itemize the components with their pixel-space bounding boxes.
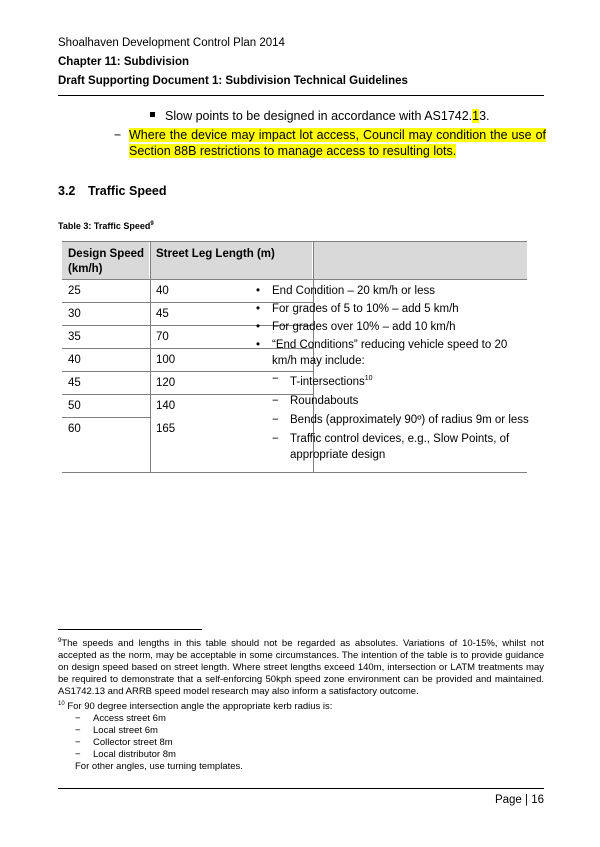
bullet-dot-icon: • [256,321,261,333]
dash-marker: − [272,413,279,426]
footnote-ref: 9 [150,221,154,227]
footnote-9: $^9$The speeds and lengths in this table should not be regarded as absolutes. Variations of 10-15%, whilst not accepted as the norm, may be acceptable in some circumstances. The intention of the table is to provide guidance on design speed based on street length. Where street lengths exceed 140m, intersection or LATM treatments may be required to demonstrate that a self-enforcing 50kph speed zone environment can be provided and maintained. AS1742.13 and ARRB speed model research may also inform a satisfactory outcome. [58,638,544,698]
bullet-text-start: Slow points to be designed in accordance with AS1742. [165,109,473,123]
table-rule [62,472,527,473]
page-number: Page | 16 [494,794,544,806]
bullet-dot-icon: • [256,285,261,297]
section-number: 3.2 [58,184,76,198]
table-cell: 70 [156,331,169,343]
footnotes [58,635,544,773]
header-plan-title: Shoalhaven Development Control Plan 2014 [58,37,285,49]
table-cell: 40 [68,354,81,366]
footer-divider [58,788,544,789]
speed-notes-cell [252,283,532,466]
footnote-number: 10 [58,701,65,708]
column-header-design-speed: Design Speed (km/h) [68,248,145,275]
list-item: • End Condition – 20 km/h or less [256,285,436,297]
table-cell: 100 [156,354,176,366]
highlighted-paragraph: Where the device may impact lot access, Council may condition the use of Section 88B restrictions to manage access to resulting lots. [129,128,546,158]
dash-marker: − [272,373,279,385]
table-caption-text: Table 3: Traffic Speed [58,221,151,231]
dash-marker: − [75,725,81,737]
table-cell: 50 [68,400,81,412]
column-header-street-leg-length: Street Leg Length (m) [156,248,275,260]
table-cell: 140 [156,400,176,412]
table-rule [62,417,150,418]
sub-list-item: − T-intersections$^{10}$ [272,373,373,388]
table-cell: 40 [156,285,169,297]
dash-marker: − [75,713,81,725]
footnote-number: 9 [58,638,62,644]
table-cell: 120 [156,377,176,389]
bullet-dot-icon: • [256,339,261,351]
section-title: Traffic Speed [88,184,167,198]
sub-list-item: − Bends (approximately 90º) of radius 9m or less [272,413,529,426]
highlighted-character: 1 [472,109,480,123]
dash-marker: − [75,749,81,761]
dash-marker: − [114,128,122,142]
list-item: − Local street 6m [75,725,158,737]
table-cell: 165 [156,423,176,435]
slow-points-bullet [150,109,490,123]
header-cell [313,241,527,279]
bullet-dot-icon: • [256,303,261,315]
sub-list-item: − Traffic control devices, e.g., Slow Points, of appropriate design [272,432,510,461]
sub-list-item: − Roundabouts [272,394,359,407]
footnote-10: $^{10}$ For 90 degree intersection angle the appropriate kerb radius is: [58,701,333,713]
table-cell: 25 [68,285,81,297]
bullet-text-end: 3. [479,109,490,123]
footnote-ref: 10 [364,375,373,382]
table-cell: 35 [68,331,81,343]
header-chapter: Chapter 11: Subdivision [58,56,189,68]
square-bullet-icon [150,112,155,117]
dash-marker: − [272,394,279,407]
footnote-divider [58,629,202,630]
table-rule [62,279,527,280]
dash-marker: − [75,737,81,749]
table-cell: 60 [68,423,81,435]
list-item: • “End Conditions” reducing vehicle speed to 20 km/h may include: [256,339,508,367]
table-cell: 45 [68,377,81,389]
list-item: • For grades of 5 to 10% – add 5 km/h [256,303,459,315]
lot-access-dash-item [114,127,546,159]
list-item: − Collector street 8m [75,737,173,749]
header-document-title: Draft Supporting Document 1: Subdivision Technical Guidelines [58,75,408,87]
table-cell: 30 [68,308,81,320]
dash-marker: − [272,432,279,445]
list-item: • For grades over 10% – add 10 km/h [256,321,456,333]
table-caption [58,221,154,231]
list-item: − Access street 6m [75,713,166,725]
list-item: − Local distributor 8m [75,749,176,761]
footnote-tail: For other angles, use turning templates. [75,761,243,773]
section-heading [58,184,167,198]
table-rule [150,241,151,472]
table-rule [62,241,527,242]
header-divider [58,95,544,96]
table-cell: 45 [156,308,169,320]
